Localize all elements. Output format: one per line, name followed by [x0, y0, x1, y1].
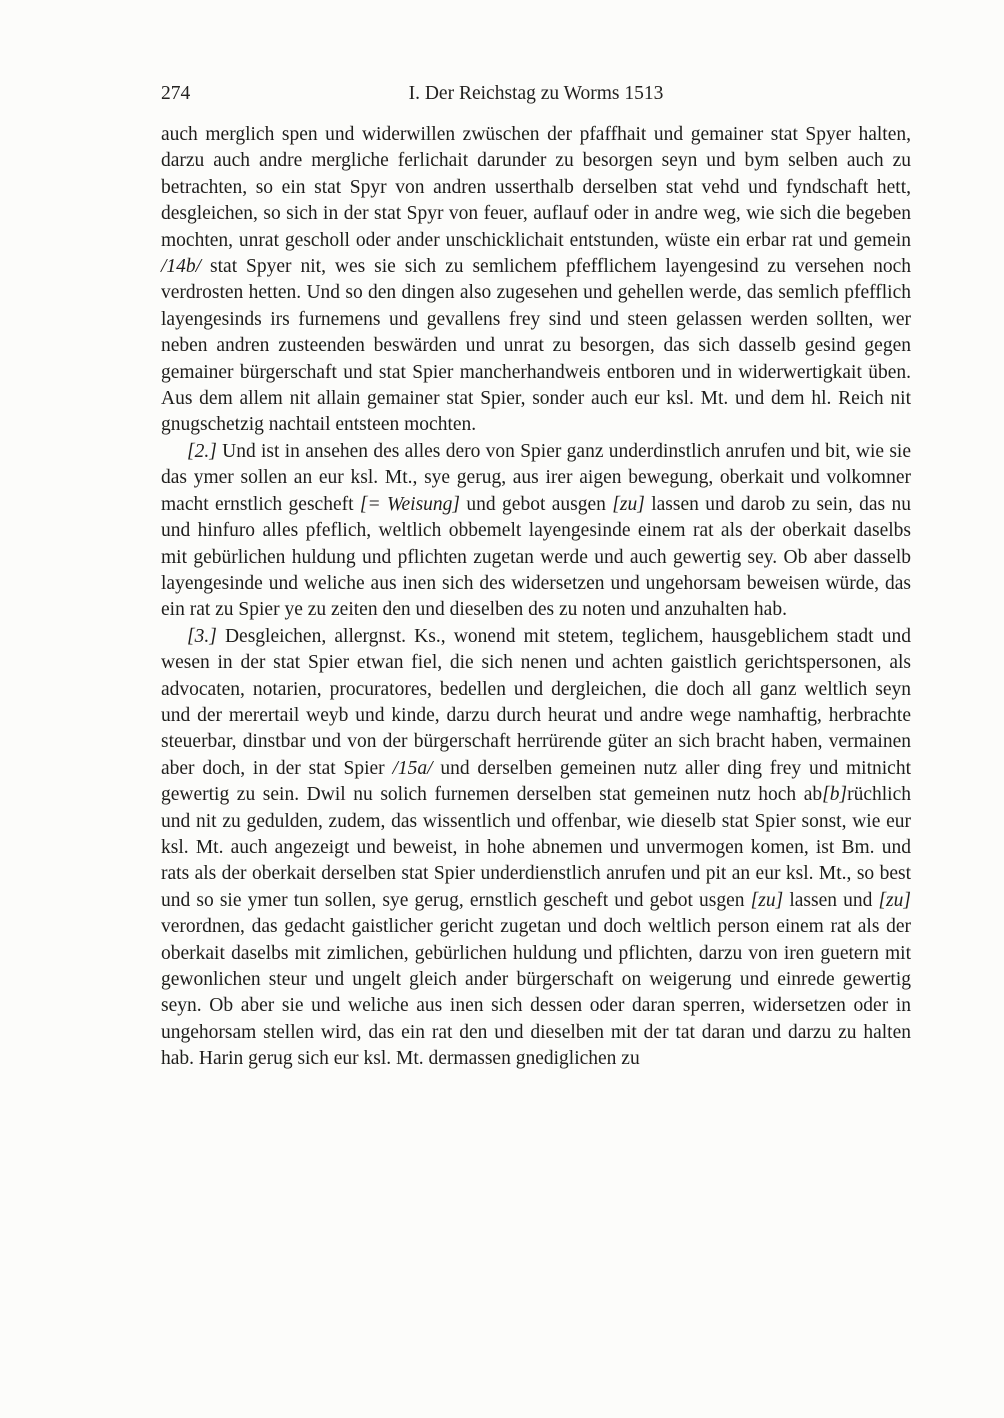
text-run: Desgleichen, allergnst. Ks., wonend mit stetem, teglichem, hausgeblichem stadt und wesen in der stat Spier etwan fiel, die sich nenen und achten gaistlich gerichtspersonen, als advocaten, notarien, procuratores, bedellen und dergleichen, die doch all ganz weltlich seyn und der merertail weyb und kinde, darzu durch heurat und andre wege namhaftig, herbrachte steuerbar, dinstbar und von der bürgerschaft herrürende güter an sich bracht haben, vermainen aber doch, in der stat Spier [161, 625, 911, 779]
page-header [161, 82, 911, 106]
text-run: verordnen, das gedacht gaistlicher gericht zugetan und doch weltlich person einem rat als der oberkait daselbs mit zimlichen, gebürlichen huldung und pflichten, darzu von iren guetern mit gewonlichen steur und ungelt gleich ander bürgerschaft on weigerung und einrede gewertig seyn. Ob aber sie und weliche aus inen sich dessen oder daran sperren, widersetzen oder in ungehorsam stellen wird, das ein rat den und dieselben mit der tat daran und darzu zu halten hab. Harin gerug sich eur ksl. Mt. dermassen gnediglichen zu [161, 916, 911, 1070]
paragraph [161, 122, 911, 439]
text-block [161, 122, 911, 1073]
text-run: stat Spyer nit, wes sie sich zu semlichem pfefflichem layengesind zu versehen noch verdrosten hetten. Und so den dingen also zugesehen und gehellen werde, das semlich pfefflich layengesinds irs furnemens und gevallens frey sind und steen gelassen werden sollten, wer neben andren zusteenden beswärden und unrat zu besorgen, das sich dasselb gesind gegen gemainer bürgerschaft und stat Spier mancherhandweis entboren und in widerwertigkait üben. Aus dem allem nit allain gemainer stat Spier, sonder auch eur ksl. Mt. und dem hl. Reich nit gnugschetzig nachtail entsteen mochten. [161, 256, 911, 436]
editorial-insertion: [3.] [187, 625, 217, 647]
text-run: und derselben gemeinen nutz aller ding frey und mitnicht gewertig zu sein. Dwil nu solich furnemen derselben stat gemeinen nutz hoch ab [161, 757, 912, 806]
editorial-insertion: [b] [822, 784, 848, 806]
paragraph [161, 624, 911, 1073]
editorial-insertion: [2.] [187, 440, 217, 462]
editorial-insertion: [zu] [878, 889, 911, 911]
running-title: I. Der Reichstag zu Worms 1513 [408, 83, 664, 104]
editorial-insertion: /14b/ [161, 256, 202, 278]
editorial-insertion: [zu] [750, 889, 784, 911]
editorial-insertion: [= Weisung] [359, 493, 461, 515]
editorial-insertion: /15a/ [392, 757, 433, 779]
text-run: und gebot ausgen [460, 493, 613, 515]
paragraph [161, 439, 911, 624]
text-run: lassen und [783, 889, 879, 911]
text-run: lassen und darob zu sein, das nu und hinfuro alles pfeflich, weltlich obbemelt layengesinde einem rat als der oberkait daselbs mit gebürlichen huldung und pflichten zugetan werde und auch gewertig sey. Ob aber dasselb layengesinde und weliche aus inen sich des widersetzen und ungehorsam beweisen würde, das ein rat zu Spier ye zu zeiten den und dieselben des zu noten und anzuhalten hab. [161, 493, 911, 621]
page-number: 274 [161, 83, 191, 104]
text-run: rüchlich und nit zu gedulden, zudem, das wissentlich und offenbar, wie dieselb stat Spier sonst, wie eur ksl. Mt. auch angezeigt und beweist, in hohe abnemen und unvermogen komen, ist Bm. und rats als der oberkait derselben stat Spier underdienstlich anrufen und pit an eur ksl. Mt., so best und so sie ymer tun sollen, sye gerug, ernstlich gescheft und gebot usgen [161, 784, 911, 911]
editorial-insertion: [zu] [612, 493, 645, 515]
text-run: auch merglich spen und widerwillen zwüschen der pfaffhait und gemainer stat Spyer halten, darzu auch andre mergliche ferlichait darunder zu besorgen seyn und bym selben auch zu betrachten, so ein stat Spyr von andren usserthalb derselben stat vehd und fyndschaft hett, desgleichen, so sich in der stat Spyr von feuer, auflauf oder in andre weg, wie sich die begeben mochten, unrat gescholl oder ander unschicklichait entstunden, wüste ein erbar rat und gemein [161, 124, 911, 251]
text-run: Und ist in ansehen des alles dero von Spier ganz underdinstlich anrufen und bit, wie sie das ymer sollen an eur ksl. Mt., sye gerug, aus irer aigen bewegung, oberkait und volkomner macht ernstlich gescheft [161, 440, 911, 515]
